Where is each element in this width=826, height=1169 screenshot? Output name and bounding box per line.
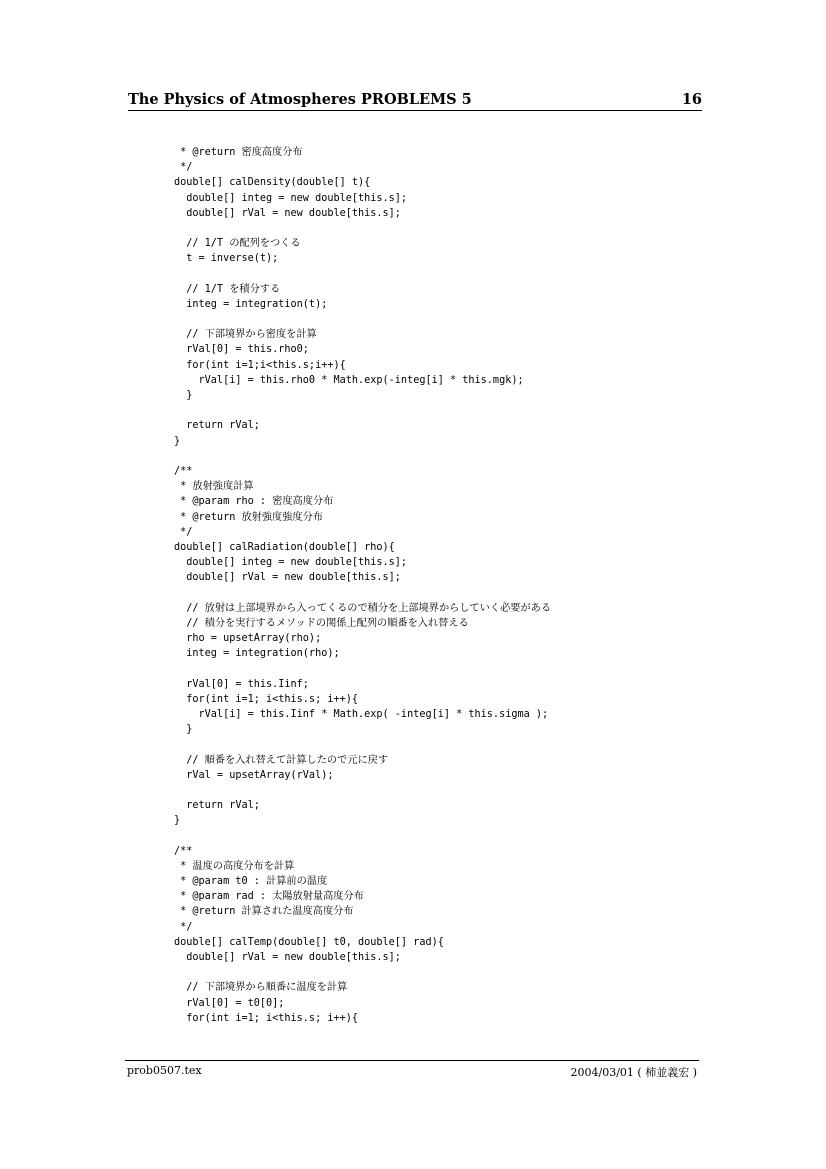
code-line xyxy=(174,737,551,752)
code-line: // 積分を実行するメソッドの関係上配列の順番を入れ替える xyxy=(174,617,469,629)
code-line xyxy=(174,661,551,676)
footer-rule xyxy=(125,1060,699,1061)
code-line: double[] calTemp(double[] t0, double[] rad){ xyxy=(174,936,444,948)
code-line: * @return 密度高度分布 xyxy=(174,147,303,158)
code-line xyxy=(174,585,551,600)
code-line: // 放射は上部境界から入ってくるので積分を上部境界からしていく必要がある xyxy=(174,602,552,614)
code-line: // 下部境界から密度を計算 xyxy=(174,329,317,341)
code-line: for(int i=1; i<this.s; i++){ xyxy=(174,1012,359,1024)
code-line: // 1/T の配列をつくる xyxy=(174,238,301,250)
footer-filename: prob0507.tex xyxy=(127,1064,202,1077)
code-line: * @param rad : 太陽放射量高度分布 xyxy=(174,891,364,903)
code-line: rho = upsetArray(rho); xyxy=(174,633,322,644)
code-line: * @return 計算された温度高度分布 xyxy=(174,906,354,918)
code-line xyxy=(174,267,551,282)
code-line: rVal[0] = t0[0]; xyxy=(174,997,285,1009)
code-line: */ xyxy=(174,921,193,933)
code-line: integ = integration(rho); xyxy=(174,648,340,660)
code-line: */ xyxy=(174,162,193,174)
code-line: } xyxy=(174,390,193,401)
code-line: t = inverse(t); xyxy=(174,253,279,265)
code-line: * 放射強度計算 xyxy=(174,481,254,493)
code-line: return rVal; xyxy=(174,800,260,812)
code-line: * @param t0 : 計算前の温度 xyxy=(174,876,328,887)
code-line: rVal = upsetArray(rVal); xyxy=(174,769,334,781)
page-footer xyxy=(127,1064,697,1080)
code-line xyxy=(174,221,551,236)
code-line: // 下部境界から順番に温度を計算 xyxy=(174,982,348,994)
code-line: for(int i=1;i<this.s;i++){ xyxy=(174,359,346,371)
code-line: double[] rVal = new double[this.s]; xyxy=(174,572,401,584)
code-line: * 温度の高度分布を計算 xyxy=(174,860,295,872)
code-line: // 1/T を積分する xyxy=(174,283,281,295)
footer-date-author: 2004/03/01 ( 柿並義宏 ) xyxy=(570,1066,697,1079)
code-line: double[] rVal = new double[this.s]; xyxy=(174,207,401,219)
header-title: The Physics of Atmospheres PROBLEMS 5 xyxy=(128,91,472,108)
code-line: integ = integration(t); xyxy=(174,298,328,310)
code-line: rVal[i] = this.Iinf * Math.exp( -integ[i] * this.sigma ); xyxy=(174,708,549,720)
code-line xyxy=(174,965,551,980)
code-line xyxy=(174,312,551,327)
code-line: double[] calDensity(double[] t){ xyxy=(174,177,371,189)
code-line: /** xyxy=(174,465,193,477)
code-line: double[] calRadiation(double[] rho){ xyxy=(174,541,395,553)
header-rule xyxy=(128,110,702,111)
page-header xyxy=(128,91,702,111)
code-line xyxy=(174,828,551,843)
code-line: double[] rVal = new double[this.s]; xyxy=(174,951,401,963)
code-line: } xyxy=(174,724,193,736)
code-line: double[] integ = new double[this.s]; xyxy=(174,557,408,569)
code-line xyxy=(174,403,551,418)
code-line: */ xyxy=(174,526,193,538)
code-line: rVal[i] = this.rho0 * Math.exp(-integ[i] * this.mgk); xyxy=(174,374,524,386)
code-line: return rVal; xyxy=(174,420,260,432)
code-line: /** xyxy=(174,845,193,857)
code-line: } xyxy=(174,435,181,447)
code-line: for(int i=1; i<this.s; i++){ xyxy=(174,693,359,705)
code-line: * @param rho : 密度高度分布 xyxy=(174,496,334,508)
code-line: rVal[0] = this.Iinf; xyxy=(174,678,309,690)
code-line: rVal[0] = this.rho0; xyxy=(174,344,309,356)
code-line: // 順番を入れ替えて計算したので元に戻す xyxy=(174,754,389,766)
code-line: } xyxy=(174,815,181,827)
code-line xyxy=(174,449,551,464)
code-line xyxy=(174,783,551,798)
code-line: double[] integ = new double[this.s]; xyxy=(174,192,408,204)
page-number: 16 xyxy=(681,91,702,108)
code-line: * @return 放射強度強度分布 xyxy=(174,511,323,523)
code-listing xyxy=(174,145,551,1026)
